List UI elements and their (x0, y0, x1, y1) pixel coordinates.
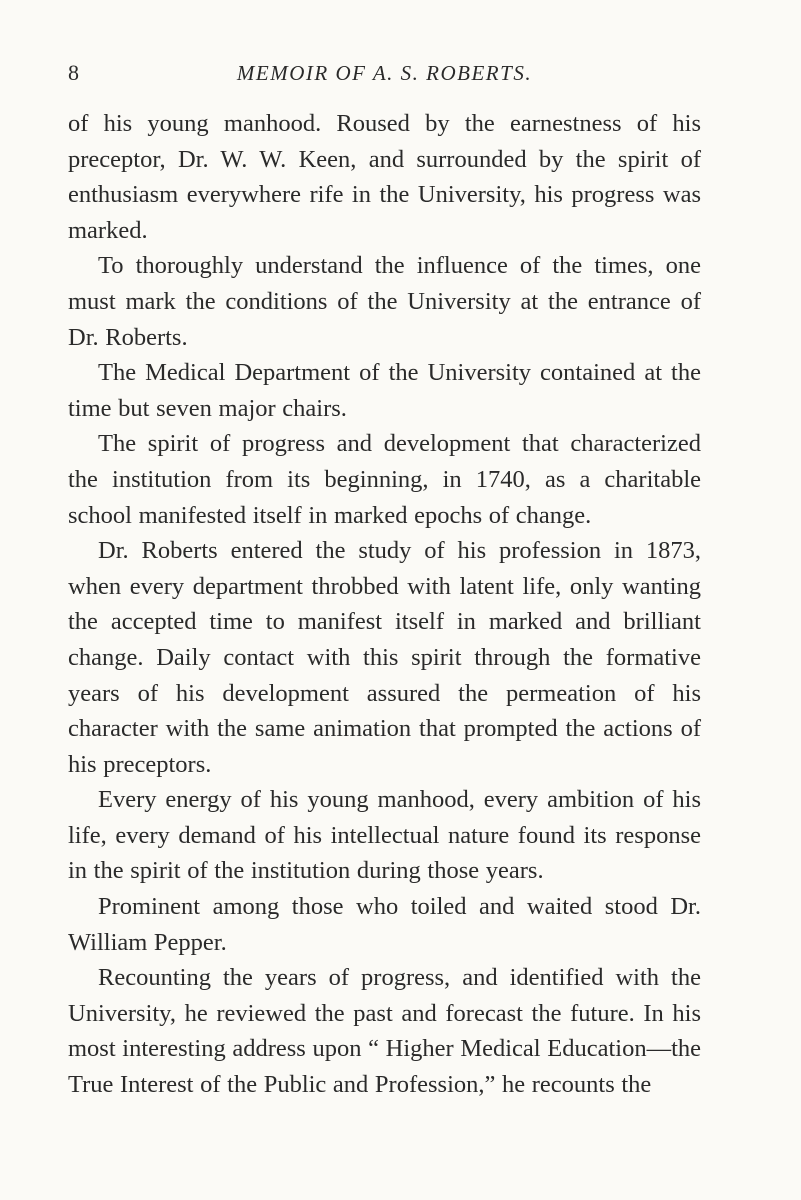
paragraph: The Medical Department of the University contained at the time but seven major chairs. (68, 359, 701, 422)
paragraph: Every energy of his young manhood, every ambition of his life, every demand of his intellectual nature found its response in the spirit of the institution during those years. (68, 786, 701, 885)
paragraph: Recounting the years of progress, and identified with the University, he reviewed the past and forecast the future. In his most interesting address upon “ Higher Medical Education—the True Interest of the Public and Profession,” he recounts the (68, 964, 701, 1099)
paragraph: Dr. Roberts entered the study of his profession in 1873, when every department throbbed with latent life, only wanting the accepted time to manifest itself in marked and brilliant change. Daily contact with this spirit through the formative years of his development assured the permeation of his character with the same animation that prompted the actions of his preceptors. (68, 537, 701, 778)
paragraph-continued: of his young manhood. Roused by the earnestness of his preceptor, Dr. W. W. Keen, and surrounded by the spirit of enthusiasm everywhere rife in the University, his progress was marked. (68, 110, 701, 244)
paragraph: The spirit of progress and development that characterized the institution from its beginning, in 1740, as a charitable school manifested itself in marked epochs of change. (68, 430, 701, 529)
paragraph: To thoroughly understand the influence of the times, one must mark the conditions of the University at the entrance of Dr. Roberts. (68, 252, 701, 351)
page-number: 8 (68, 60, 79, 85)
running-head: MEMOIR OF A. S. ROBERTS. (236, 61, 533, 85)
body-text (68, 106, 701, 1103)
paragraph: Prominent among those who toiled and waited stood Dr. William Pepper. (68, 893, 701, 956)
page-header (68, 58, 701, 88)
